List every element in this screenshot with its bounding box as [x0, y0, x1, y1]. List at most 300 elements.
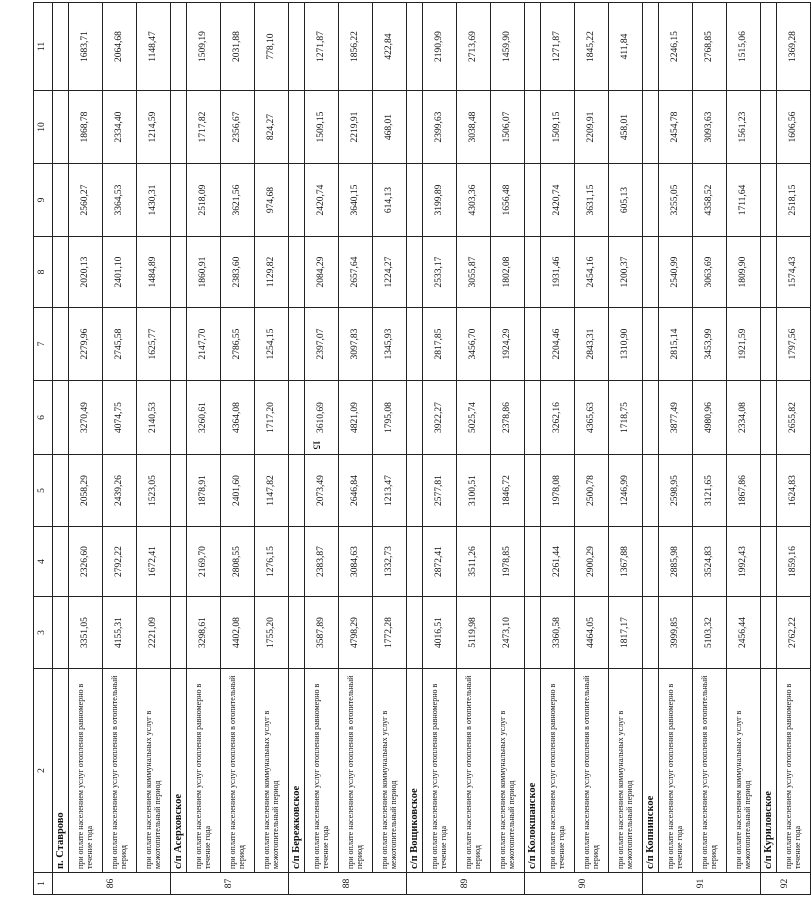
settlement-name: п. Ставрово: [53, 669, 69, 873]
value-cell: 3260,61: [187, 381, 221, 455]
value-cell: 778,10: [255, 3, 289, 91]
table-row: [541, 3, 575, 895]
value-cell: 3063,69: [693, 237, 727, 308]
empty-cell: [761, 3, 777, 91]
value-cell: 2261,44: [541, 527, 575, 597]
value-cell: 2397,07: [305, 308, 339, 381]
settlement-row: [761, 3, 777, 895]
value-cell: 2560,27: [69, 164, 103, 237]
empty-cell: [407, 455, 423, 527]
value-cell: 4074,75: [103, 381, 137, 455]
table-row: [103, 3, 137, 895]
row-number: 87: [171, 873, 289, 895]
value-cell: 2378,86: [491, 381, 525, 455]
empty-cell: [643, 164, 659, 237]
empty-cell: [289, 597, 305, 669]
value-cell: 2420,74: [305, 164, 339, 237]
empty-cell: [407, 308, 423, 381]
empty-cell: [525, 527, 541, 597]
column-header: 6: [34, 381, 53, 455]
payment-mode-label: при оплате населением услуг отопления в отопительный период: [103, 669, 137, 873]
value-cell: 2872,41: [423, 527, 457, 597]
value-cell: 1345,93: [373, 308, 407, 381]
value-cell: 2140,53: [137, 381, 171, 455]
value-cell: 2084,29: [305, 237, 339, 308]
value-cell: 1717,20: [255, 381, 289, 455]
value-cell: 2020,13: [69, 237, 103, 308]
settlement-row: [525, 3, 541, 895]
value-cell: 3084,63: [339, 527, 373, 597]
value-cell: 3364,53: [103, 164, 137, 237]
empty-cell: [171, 91, 187, 164]
value-cell: 1860,91: [187, 237, 221, 308]
value-cell: 3587,89: [305, 597, 339, 669]
settlement-name: с/п Бережковское: [289, 669, 305, 873]
empty-cell: [171, 381, 187, 455]
empty-cell: [761, 597, 777, 669]
empty-cell: [407, 597, 423, 669]
table-row: [373, 3, 407, 895]
value-cell: 1656,48: [491, 164, 525, 237]
value-cell: 2399,63: [423, 91, 457, 164]
empty-cell: [643, 597, 659, 669]
value-cell: 3262,16: [541, 381, 575, 455]
value-cell: 2064,68: [103, 3, 137, 91]
value-cell: 3621,56: [221, 164, 255, 237]
column-header: 2: [34, 669, 53, 873]
empty-cell: [53, 3, 69, 91]
empty-cell: [407, 237, 423, 308]
value-cell: 2885,98: [659, 527, 693, 597]
value-cell: 1606,56: [777, 91, 811, 164]
value-cell: 4303,36: [457, 164, 491, 237]
empty-cell: [643, 3, 659, 91]
value-cell: 1310,90: [609, 308, 643, 381]
settlement-row: [407, 3, 423, 895]
value-cell: 2518,15: [777, 164, 811, 237]
value-cell: 2815,14: [659, 308, 693, 381]
empty-cell: [171, 597, 187, 669]
value-cell: 2768,85: [693, 3, 727, 91]
value-cell: 614,13: [373, 164, 407, 237]
value-cell: 2533,17: [423, 237, 457, 308]
settlement-name: с/п Колокшанское: [525, 669, 541, 873]
empty-cell: [53, 91, 69, 164]
value-cell: 2745,58: [103, 308, 137, 381]
value-cell: 1718,75: [609, 381, 643, 455]
row-number: 90: [525, 873, 643, 895]
empty-cell: [761, 527, 777, 597]
payment-mode-label: при оплате населением услуг отопления в отопительный период: [221, 669, 255, 873]
value-cell: 1802,08: [491, 237, 525, 308]
value-cell: 2383,87: [305, 527, 339, 597]
empty-cell: [53, 381, 69, 455]
tariff-table: [33, 2, 811, 895]
empty-cell: [643, 455, 659, 527]
value-cell: 5103,32: [693, 597, 727, 669]
value-cell: 1931,46: [541, 237, 575, 308]
value-cell: 2792,22: [103, 527, 137, 597]
value-cell: 2031,88: [221, 3, 255, 91]
empty-cell: [643, 308, 659, 381]
value-cell: 3038,48: [457, 91, 491, 164]
empty-cell: [289, 455, 305, 527]
value-cell: 1271,87: [305, 3, 339, 91]
value-cell: 1459,90: [491, 3, 525, 91]
header-row: [34, 3, 53, 895]
column-header: 4: [34, 527, 53, 597]
column-header: 1: [34, 873, 53, 895]
empty-cell: [53, 308, 69, 381]
value-cell: 4358,52: [693, 164, 727, 237]
value-cell: 4364,08: [221, 381, 255, 455]
empty-cell: [407, 3, 423, 91]
value-cell: 2786,55: [221, 308, 255, 381]
value-cell: 3511,26: [457, 527, 491, 597]
value-cell: 605,13: [609, 164, 643, 237]
value-cell: 1276,15: [255, 527, 289, 597]
value-cell: 1214,59: [137, 91, 171, 164]
value-cell: 1856,22: [339, 3, 373, 91]
value-cell: 2817,85: [423, 308, 457, 381]
value-cell: 2356,67: [221, 91, 255, 164]
value-cell: 1224,27: [373, 237, 407, 308]
column-header: 11: [34, 3, 53, 91]
value-cell: 3097,83: [339, 308, 373, 381]
payment-mode-label: при оплате населением услуг отопления равномерно в течение года: [187, 669, 221, 873]
table-row: [221, 3, 255, 895]
table-row: [491, 3, 525, 895]
column-header: 3: [34, 597, 53, 669]
value-cell: 2401,60: [221, 455, 255, 527]
value-cell: 4402,08: [221, 597, 255, 669]
value-cell: 1868,78: [69, 91, 103, 164]
value-cell: 1213,47: [373, 455, 407, 527]
value-cell: 3453,99: [693, 308, 727, 381]
payment-mode-label: при оплате населением услуг отопления в отопительный период: [693, 669, 727, 873]
value-cell: 1672,41: [137, 527, 171, 597]
empty-cell: [761, 237, 777, 308]
value-cell: 1717,82: [187, 91, 221, 164]
value-cell: 3255,05: [659, 164, 693, 237]
column-header: 7: [34, 308, 53, 381]
row-number: 91: [643, 873, 761, 895]
value-cell: 2401,10: [103, 237, 137, 308]
value-cell: 458,01: [609, 91, 643, 164]
value-cell: 2383,60: [221, 237, 255, 308]
value-cell: 2147,70: [187, 308, 221, 381]
value-cell: 4798,29: [339, 597, 373, 669]
value-cell: 1200,37: [609, 237, 643, 308]
value-cell: 1846,72: [491, 455, 525, 527]
table-row: [339, 3, 373, 895]
empty-cell: [525, 455, 541, 527]
table-row: [255, 3, 289, 895]
value-cell: 1523,05: [137, 455, 171, 527]
value-cell: 824,27: [255, 91, 289, 164]
value-cell: 4365,63: [575, 381, 609, 455]
empty-cell: [53, 597, 69, 669]
row-number: 88: [289, 873, 407, 895]
payment-mode-label: при оплате населением коммунальных услуг в межотопительный период: [491, 669, 525, 873]
table-row: [305, 3, 339, 895]
value-cell: 2500,78: [575, 455, 609, 527]
empty-cell: [525, 381, 541, 455]
empty-cell: [289, 3, 305, 91]
payment-mode-label: при оплате населением коммунальных услуг в межотопительный период: [609, 669, 643, 873]
empty-cell: [171, 164, 187, 237]
value-cell: 2279,96: [69, 308, 103, 381]
value-cell: 1711,64: [727, 164, 761, 237]
empty-cell: [407, 164, 423, 237]
table-row: [777, 3, 811, 895]
table-row: [423, 3, 457, 895]
payment-mode-label: при оплате населением коммунальных услуг в межотопительный период: [137, 669, 171, 873]
empty-cell: [643, 381, 659, 455]
value-cell: 1924,29: [491, 308, 525, 381]
value-cell: 2473,10: [491, 597, 525, 669]
value-cell: 2246,15: [659, 3, 693, 91]
value-cell: 1797,56: [777, 308, 811, 381]
value-cell: 2334,08: [727, 381, 761, 455]
column-header: 8: [34, 237, 53, 308]
value-cell: 1978,08: [541, 455, 575, 527]
value-cell: 3524,83: [693, 527, 727, 597]
payment-mode-label: при оплате населением коммунальных услуг в межотопительный период: [727, 669, 761, 873]
table-row: [457, 3, 491, 895]
value-cell: 3877,49: [659, 381, 693, 455]
value-cell: 1809,90: [727, 237, 761, 308]
value-cell: 1978,85: [491, 527, 525, 597]
empty-cell: [761, 91, 777, 164]
empty-cell: [525, 91, 541, 164]
settlement-name: с/п Копнинское: [643, 669, 659, 873]
value-cell: 2454,16: [575, 237, 609, 308]
table-row: [575, 3, 609, 895]
value-cell: 3922,27: [423, 381, 457, 455]
empty-cell: [761, 381, 777, 455]
value-cell: 1992,43: [727, 527, 761, 597]
value-cell: 2073,49: [305, 455, 339, 527]
value-cell: 2713,69: [457, 3, 491, 91]
value-cell: 1921,59: [727, 308, 761, 381]
value-cell: 1625,77: [137, 308, 171, 381]
value-cell: 1148,47: [137, 3, 171, 91]
empty-cell: [289, 308, 305, 381]
empty-cell: [171, 455, 187, 527]
value-cell: 1561,23: [727, 91, 761, 164]
value-cell: 1509,15: [541, 91, 575, 164]
value-cell: 1845,22: [575, 3, 609, 91]
value-cell: 4464,05: [575, 597, 609, 669]
payment-mode-label: при оплате населением коммунальных услуг в межотопительный период: [255, 669, 289, 873]
settlement-row: [53, 3, 69, 895]
value-cell: 1506,07: [491, 91, 525, 164]
value-cell: 2577,81: [423, 455, 457, 527]
empty-cell: [171, 308, 187, 381]
empty-cell: [761, 164, 777, 237]
settlement-row: [171, 3, 187, 895]
value-cell: 2190,99: [423, 3, 457, 91]
value-cell: 422,84: [373, 3, 407, 91]
value-cell: 1367,88: [609, 527, 643, 597]
value-cell: 1147,82: [255, 455, 289, 527]
empty-cell: [761, 455, 777, 527]
value-cell: 974,68: [255, 164, 289, 237]
value-cell: 3199,89: [423, 164, 457, 237]
empty-cell: [289, 91, 305, 164]
value-cell: 4821,09: [339, 381, 373, 455]
value-cell: 4980,96: [693, 381, 727, 455]
empty-cell: [643, 527, 659, 597]
settlement-row: [643, 3, 659, 895]
value-cell: 1859,16: [777, 527, 811, 597]
payment-mode-label: при оплате населением услуг отопления равномерно в течение года: [423, 669, 457, 873]
payment-mode-label: при оплате населением услуг отопления равномерно в течение года: [305, 669, 339, 873]
empty-cell: [289, 237, 305, 308]
value-cell: 2655,82: [777, 381, 811, 455]
value-cell: 1755,20: [255, 597, 289, 669]
empty-cell: [525, 308, 541, 381]
table-row: [137, 3, 171, 895]
table-row: [609, 3, 643, 895]
empty-cell: [53, 455, 69, 527]
payment-mode-label: при оплате населением услуг отопления равномерно в течение года: [659, 669, 693, 873]
value-cell: 3351,05: [69, 597, 103, 669]
table-row: [69, 3, 103, 895]
table-row: [659, 3, 693, 895]
value-cell: 3360,58: [541, 597, 575, 669]
empty-cell: [525, 237, 541, 308]
empty-cell: [53, 164, 69, 237]
value-cell: 2598,95: [659, 455, 693, 527]
value-cell: 3093,63: [693, 91, 727, 164]
empty-cell: [289, 164, 305, 237]
value-cell: 1484,89: [137, 237, 171, 308]
value-cell: 1878,91: [187, 455, 221, 527]
value-cell: 1246,99: [609, 455, 643, 527]
table-body: [34, 3, 811, 895]
value-cell: 5025,74: [457, 381, 491, 455]
payment-mode-label: при оплате населением услуг отопления в отопительный период: [457, 669, 491, 873]
value-cell: 1624,83: [777, 455, 811, 527]
payment-mode-label: при оплате населением услуг отопления в отопительный период: [339, 669, 373, 873]
value-cell: 468,01: [373, 91, 407, 164]
value-cell: 2808,55: [221, 527, 255, 597]
value-cell: 2169,70: [187, 527, 221, 597]
value-cell: 1430,31: [137, 164, 171, 237]
value-cell: 1515,06: [727, 3, 761, 91]
value-cell: 2219,91: [339, 91, 373, 164]
value-cell: 2420,74: [541, 164, 575, 237]
settlement-row: [289, 3, 305, 895]
value-cell: 3999,85: [659, 597, 693, 669]
value-cell: 1817,17: [609, 597, 643, 669]
value-cell: 2326,60: [69, 527, 103, 597]
column-header: 9: [34, 164, 53, 237]
value-cell: 2843,31: [575, 308, 609, 381]
value-cell: 3298,61: [187, 597, 221, 669]
empty-cell: [525, 3, 541, 91]
row-number: 92: [761, 873, 811, 895]
value-cell: 3055,87: [457, 237, 491, 308]
empty-cell: [407, 381, 423, 455]
settlement-name: с/п Вощиковское: [407, 669, 423, 873]
page-number: 15: [311, 440, 322, 450]
value-cell: 1683,71: [69, 3, 103, 91]
value-cell: 1574,43: [777, 237, 811, 308]
table-row: [727, 3, 761, 895]
value-cell: 4155,31: [103, 597, 137, 669]
row-number: 86: [53, 873, 171, 895]
empty-cell: [407, 91, 423, 164]
value-cell: 3456,70: [457, 308, 491, 381]
empty-cell: [761, 308, 777, 381]
value-cell: 2221,09: [137, 597, 171, 669]
settlement-name: с/п Куриловское: [761, 669, 777, 873]
table-row: [187, 3, 221, 895]
empty-cell: [53, 237, 69, 308]
payment-mode-label: при оплате населением услуг отопления равномерно в течение года: [541, 669, 575, 873]
row-number: 89: [407, 873, 525, 895]
value-cell: 1254,15: [255, 308, 289, 381]
value-cell: 1509,19: [187, 3, 221, 91]
table-row: [693, 3, 727, 895]
empty-cell: [289, 527, 305, 597]
value-cell: 2540,99: [659, 237, 693, 308]
empty-cell: [643, 91, 659, 164]
payment-mode-label: при оплате населением услуг отопления равномерно в течение года: [69, 669, 103, 873]
empty-cell: [525, 597, 541, 669]
payment-mode-label: при оплате населением услуг отопления равномерно в течение года: [777, 669, 811, 873]
value-cell: 1369,28: [777, 3, 811, 91]
empty-cell: [407, 527, 423, 597]
value-cell: 2209,91: [575, 91, 609, 164]
value-cell: 3121,65: [693, 455, 727, 527]
value-cell: 2646,84: [339, 455, 373, 527]
value-cell: 3631,15: [575, 164, 609, 237]
value-cell: 1129,82: [255, 237, 289, 308]
value-cell: 2334,40: [103, 91, 137, 164]
column-header: 5: [34, 455, 53, 527]
value-cell: 2456,44: [727, 597, 761, 669]
value-cell: 411,84: [609, 3, 643, 91]
empty-cell: [171, 527, 187, 597]
value-cell: 2439,26: [103, 455, 137, 527]
value-cell: 3640,15: [339, 164, 373, 237]
value-cell: 1271,87: [541, 3, 575, 91]
value-cell: 2900,29: [575, 527, 609, 597]
empty-cell: [289, 381, 305, 455]
value-cell: 2454,78: [659, 91, 693, 164]
value-cell: 1509,15: [305, 91, 339, 164]
value-cell: 4016,51: [423, 597, 457, 669]
value-cell: 2518,09: [187, 164, 221, 237]
value-cell: 1867,86: [727, 455, 761, 527]
empty-cell: [643, 237, 659, 308]
empty-cell: [171, 237, 187, 308]
value-cell: 1772,28: [373, 597, 407, 669]
rotated-table-container: [33, 23, 802, 895]
value-cell: 2657,64: [339, 237, 373, 308]
empty-cell: [171, 3, 187, 91]
value-cell: 3100,51: [457, 455, 491, 527]
settlement-name: с/п Асерховское: [171, 669, 187, 873]
empty-cell: [53, 527, 69, 597]
empty-cell: [525, 164, 541, 237]
payment-mode-label: при оплате населением коммунальных услуг в межотопительный период: [373, 669, 407, 873]
value-cell: 3270,49: [69, 381, 103, 455]
